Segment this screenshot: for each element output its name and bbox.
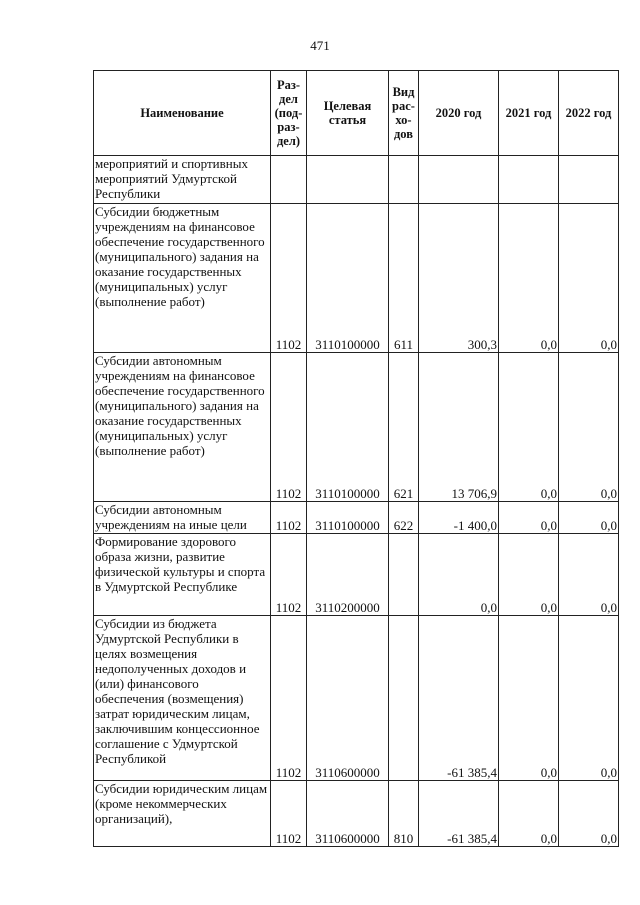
header-section [271,71,307,156]
row-2020: 300,3 [419,204,499,353]
row-name: Формирование здорового образа жизни, развитие физической культуры и спорта в Удмуртской Республике [94,534,271,616]
table-row [94,534,619,616]
row-2022: 0,0 [559,616,619,781]
row-section [271,156,307,204]
row-target [307,156,389,204]
row-section: 1102 [271,502,307,534]
row-2022: 0,0 [559,781,619,847]
row-expense: 622 [389,502,419,534]
table-row [94,781,619,847]
header-section-text: Раз- дел (под- раз- дел) [274,78,303,148]
row-name: мероприятий и спортивных мероприятий Удмуртской Республики [94,156,271,204]
row-2021: 0,0 [499,502,559,534]
table-row [94,204,619,353]
row-name: Субсидии юридическим лицам (кроме некоммерческих организаций), [94,781,271,847]
row-expense: 810 [389,781,419,847]
row-name: Субсидии из бюджета Удмуртской Республики в целях возмещения недополученных доходов и (или) финансового обеспечения (возмещения) затрат юридическим лицам, заключившим концессионное соглашение с Удмуртской Республикой [94,616,271,781]
table-header-row [94,71,619,156]
row-2022: 0,0 [559,534,619,616]
row-expense [389,534,419,616]
row-section: 1102 [271,534,307,616]
row-2021: 0,0 [499,534,559,616]
row-section: 1102 [271,204,307,353]
row-expense: 621 [389,353,419,502]
row-target: 3110100000 [307,502,389,534]
row-target: 3110100000 [307,353,389,502]
row-2020: -1 400,0 [419,502,499,534]
row-2021: 0,0 [499,781,559,847]
header-2021: 2021 год [499,71,559,156]
row-2022: 0,0 [559,502,619,534]
row-2021: 0,0 [499,353,559,502]
row-2020 [419,156,499,204]
row-section: 1102 [271,616,307,781]
row-2022: 0,0 [559,353,619,502]
row-target: 3110600000 [307,616,389,781]
header-expense-text: Вид рас- хо- дов [392,85,415,141]
header-name: Наименование [94,71,271,156]
row-2020: -61 385,4 [419,781,499,847]
header-target-text: Целевая статья [323,99,372,127]
row-expense [389,156,419,204]
row-target: 3110200000 [307,534,389,616]
row-target: 3110100000 [307,204,389,353]
table-row [94,353,619,502]
row-2022 [559,156,619,204]
row-name: Субсидии автономным учреждениям на финансовое обеспечение государственного (муниципального) задания на оказание государственных (муниципальных) услуг (выполнение работ) [94,353,271,502]
row-2020: -61 385,4 [419,616,499,781]
row-expense [389,616,419,781]
header-target [307,71,389,156]
row-section: 1102 [271,781,307,847]
row-section: 1102 [271,353,307,502]
header-expense [389,71,419,156]
budget-table [93,70,619,847]
row-2021: 0,0 [499,616,559,781]
page-number: 471 [310,38,330,53]
table-row [94,616,619,781]
row-name: Субсидии бюджетным учреждениям на финансовое обеспечение государственного (муниципального) задания на оказание государственных (муниципальных) услуг (выполнение работ) [94,204,271,353]
row-2021: 0,0 [499,204,559,353]
table-row [94,502,619,534]
row-2020: 0,0 [419,534,499,616]
row-2022: 0,0 [559,204,619,353]
row-2021 [499,156,559,204]
table-row [94,156,619,204]
row-name: Субсидии автономным учреждениям на иные цели [94,502,271,534]
row-expense: 611 [389,204,419,353]
header-2020: 2020 год [419,71,499,156]
row-2020: 13 706,9 [419,353,499,502]
row-target: 3110600000 [307,781,389,847]
header-2022: 2022 год [559,71,619,156]
